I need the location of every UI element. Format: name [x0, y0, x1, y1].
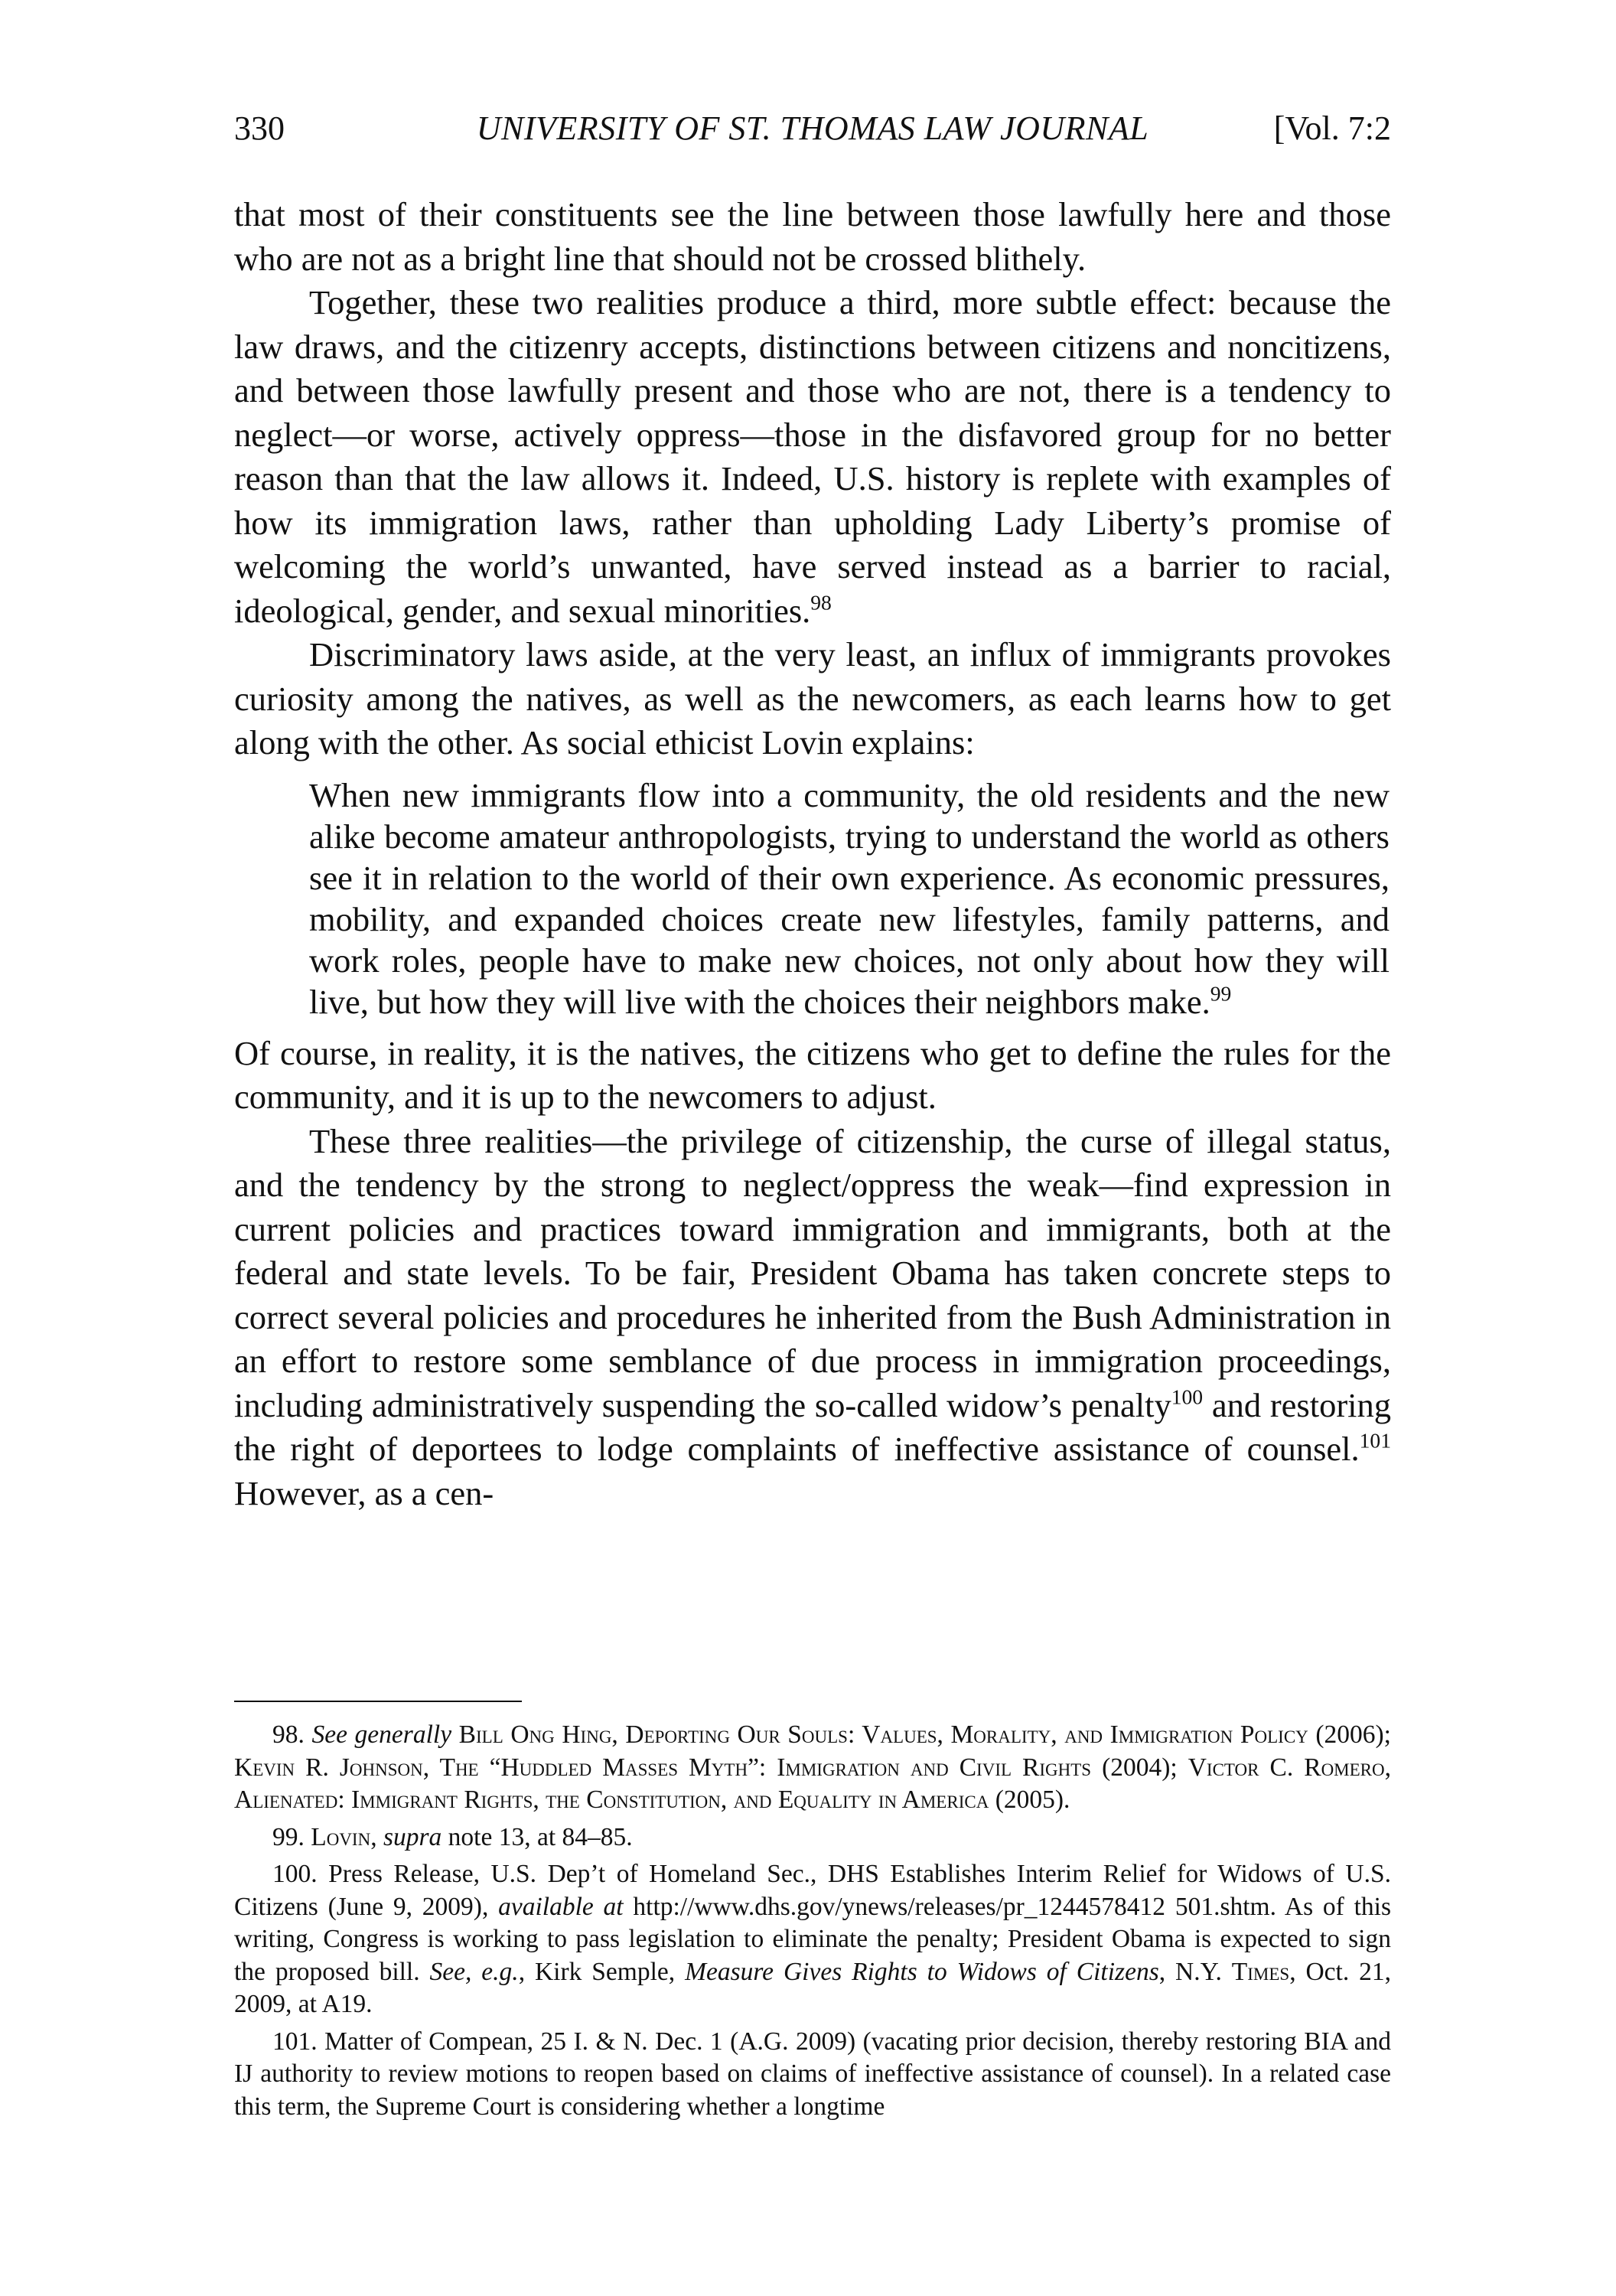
- article-title: Measure Gives Rights to Widows of Citizens: [685, 1957, 1159, 1986]
- footnote-99: 99. Lovin, supra note 13, at 84–85.: [272, 1822, 633, 1851]
- citation-source: Kevin R. Johnson, The “Huddled Masses Myth”: Immigration and Civil Rights: [234, 1753, 1092, 1782]
- body-text: [234, 193, 1391, 1515]
- footnote-98: [234, 1719, 1391, 1817]
- paragraph-5-text-c: However, as a cen-: [234, 1473, 494, 1512]
- footnote-number: 101.: [272, 2027, 318, 2056]
- running-header: [234, 106, 1391, 152]
- citation-text: Matter of Compean, 25 I. & N. Dec. 1 (A.G. 2009) (vacating prior decision, thereby restoring BIA and IJ authority to review motions to reopen based on claims of ineffective assistance of counsel). In a related case this term, the Supreme Court is considering whether a longtime: [234, 2027, 1392, 2121]
- paragraph-4: Of course, in reality, it is the natives, the citizens who get to define the rules for the community, and it is up to the newcomers to adjust.: [234, 1033, 1391, 1116]
- block-quote-text: When new immigrants flow into a community, the old residents and the new alike become amateur anthropologists, trying to understand the world as others see it in relation to the world of their own experience. As economic pressures, mobility, and expanded choices create new lifestyles, family patterns, and work roles, people have to make new choices, not only about how they will live, but how they will live with the choices their neighbors make.: [309, 775, 1390, 1021]
- signal: See, e.g.: [429, 1957, 519, 1986]
- citation-text: , Oct. 21, 2009, at A19.: [234, 1957, 1392, 2018]
- paragraph-1: that most of their constituents see the line between those lawfully here and those who are not as a bright line that should not be crossed blithely.: [234, 195, 1391, 278]
- block-quote: [309, 775, 1390, 1022]
- paragraph-2-text: Together, these two realities produce a third, more subtle effect: because the law draws, and the citizenry accepts, distinctions between citizens and noncitizens, and between those lawfully present and those who are not, there is a tendency to neglect—or worse, actively oppress—those in the disfavored group for no better reason than that the law allows it. Indeed, U.S. history is replete with examples of how its immigration laws, rather than upholding Lady Liberty’s promise of welcoming the world’s unwanted, have served instead as a barrier to racial, ideological, gender, and sexual minorities.: [234, 283, 1391, 630]
- footnote-divider: [234, 1701, 522, 1702]
- volume-label: [Vol. 7:2: [1273, 109, 1391, 147]
- citation-source: Victor C. Romero, Alienated: Immigrant Rights, the Constitution, and Equality in America: [234, 1753, 1392, 1814]
- footnote-number: 99.: [272, 1822, 305, 1851]
- footnote-ref-100[interactable]: 100: [1171, 1384, 1204, 1408]
- paragraph-5-text-a: These three realities—the privilege of citizenship, the curse of illegal status, and the tendency by the strong to neglect/oppress the weak—find expression in current policies and practices toward immigration and immigrants, both at the federal and state levels. To be fair, President Obama has taken concrete steps to correct several policies and procedures he inherited from the Bush Administration in an effort to restore some semblance of due process in immigration proceedings, including administratively suspending the so-called widow’s penalty: [234, 1121, 1391, 1424]
- journal-title: UNIVERSITY OF ST. THOMAS LAW JOURNAL: [476, 109, 1149, 147]
- footnote-number: 100.: [272, 1860, 318, 1888]
- page: [234, 0, 1391, 2296]
- citation-text: http://www.dhs.gov/ynews/releases/pr_1244578412 501.shtm. As of this writing, Congress is working to pass legislation to eliminate the penalty; President Obama is expected to sign the proposed bill.: [234, 1892, 1391, 1986]
- signal: See generally: [311, 1720, 452, 1749]
- citation-text: , Kirk Semple,: [518, 1957, 686, 1986]
- paragraph-2: [234, 281, 1391, 633]
- paragraph-5: [234, 1120, 1391, 1516]
- footnote-ref-98[interactable]: 98: [810, 589, 832, 614]
- citation-year: (2005).: [989, 1786, 1070, 1814]
- paragraph-5-text-b: and restoring the right of deportees to lodge complaints of ineffective assistance of counsel.: [234, 1385, 1391, 1468]
- footnote-101: [234, 2026, 1391, 2124]
- citation-year: (2006);: [1308, 1720, 1391, 1749]
- page-number: 330: [234, 109, 285, 147]
- citation-source: Lovin: [311, 1822, 371, 1851]
- citation-text: , N.Y.: [1158, 1957, 1232, 1986]
- citation-text: note 13, at 84–85.: [441, 1822, 633, 1851]
- footnote-number: 98.: [272, 1720, 305, 1749]
- footnote-ref-101[interactable]: 101: [1359, 1428, 1391, 1453]
- citation-year: (2004);: [1091, 1753, 1188, 1782]
- signal: supra: [383, 1822, 442, 1851]
- footnote-100: [234, 1858, 1391, 2021]
- signal: available at: [498, 1892, 624, 1921]
- footnote-ref-99[interactable]: 99: [1210, 980, 1232, 1005]
- citation-source: Bill Ong Hing, Deporting Our Souls: Values, Morality, and Immigration Policy: [458, 1720, 1308, 1749]
- citation-text: Press Release, U.S. Dep’t of Homeland Sec., DHS Establishes Interim Relief for Widows of U.S. Citizens (June 9, 2009),: [234, 1860, 1391, 1921]
- footnotes: [234, 1719, 1391, 2128]
- citation-source: Times: [1231, 1957, 1290, 1986]
- paragraph-3: Discriminatory laws aside, at the very least, an influx of immigrants provokes curiosity among the natives, as well as the newcomers, as each learns how to get along with the other. As social ethicist Lovin explains:: [234, 635, 1391, 762]
